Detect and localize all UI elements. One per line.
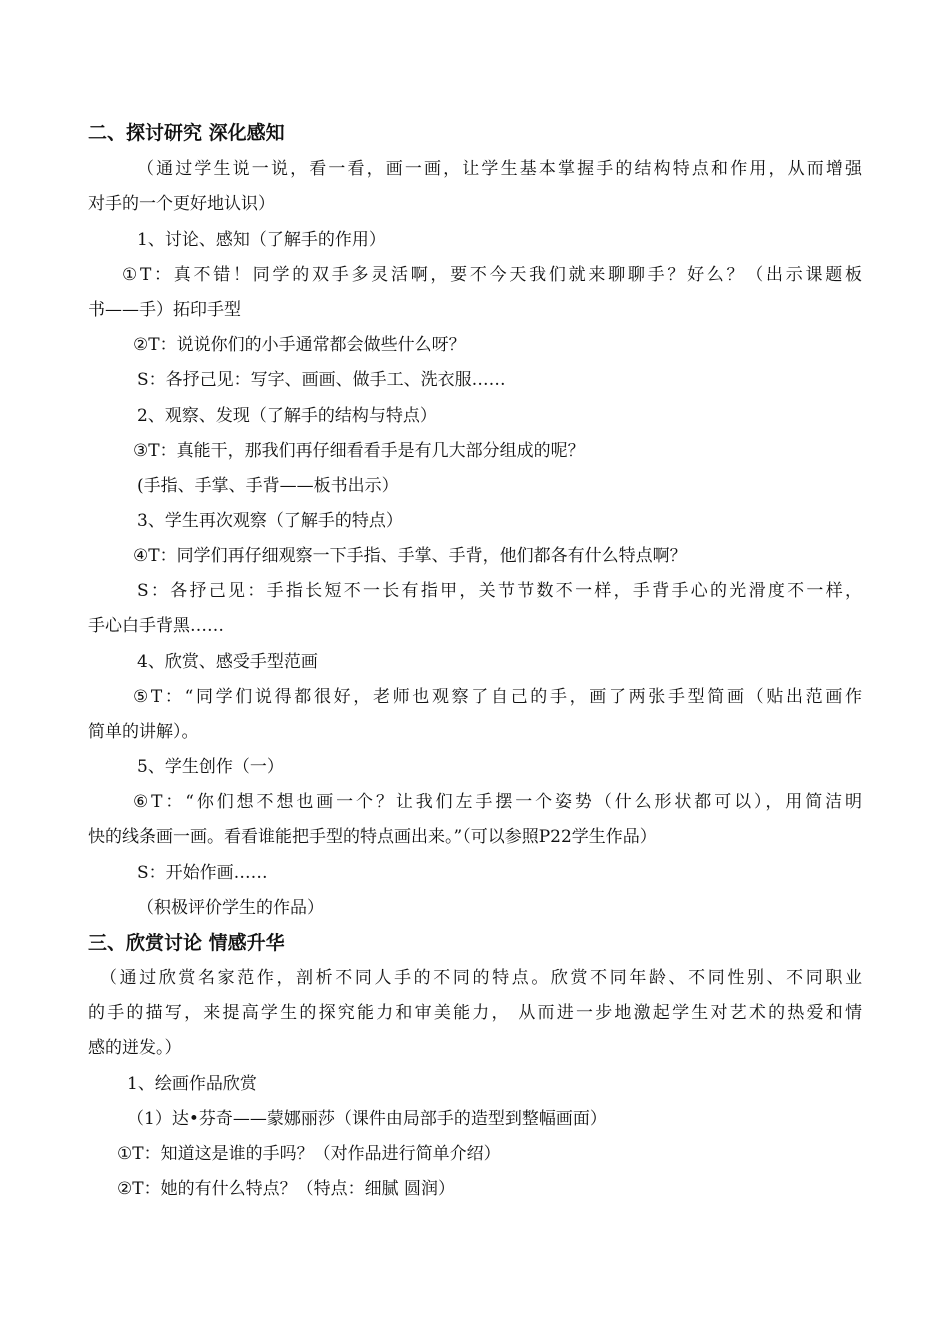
step4-title: 4、欣赏、感受手型范画 <box>137 652 318 672</box>
artwork-item1: （1）达•芬奇——蒙娜丽莎（课件由局部手的造型到整幅画面） <box>127 1109 607 1129</box>
section3-question2: ②T：她的有什么特点？（特点：细腻 圆润） <box>117 1179 455 1199</box>
answer4-line2: 手心白手背黑…… <box>88 616 224 636</box>
question5-line2: 简单的讲解）。 <box>88 722 199 742</box>
question1-line1: ①T：真不错！同学的双手多灵活啊，要不今天我们就来聊聊手？好么？（出示课题板 <box>122 265 862 285</box>
section2-intro-line1: （通过学生说一说，看一看，画一画，让学生基本掌握手的结构特点和作用，从而增强 <box>137 159 862 179</box>
section3-intro-line2: 的手的描写，来提高学生的探究能力和审美能力， 从而进一步地激起学生对艺术的热爱和情 <box>88 1003 862 1023</box>
note6: （积极评价学生的作品） <box>137 898 324 918</box>
section3-intro-line3: 感的迸发。） <box>88 1038 182 1058</box>
question3: ③T：真能干，那我们再仔细看看手是有几大部分组成的呢？ <box>133 441 585 461</box>
answer4-line1: S：各抒己见：手指长短不一长有指甲，关节节数不一样，手背手心的光滑度不一样， <box>137 581 862 601</box>
answer2: S：各抒己见：写字、画画、做手工、洗衣服…… <box>137 370 506 390</box>
step5-title: 5、学生创作（一） <box>137 757 284 777</box>
section2-heading: 二、探讨研究 深化感知 <box>88 122 285 144</box>
question6-line2: 快的线条画一画。看看谁能把手型的特点画出来。”（可以参照P22学生作品） <box>88 827 657 847</box>
section3-step1-title: 1、绘画作品欣赏 <box>127 1074 257 1094</box>
step3-title: 3、学生再次观察（了解手的特点） <box>137 511 403 531</box>
question6-line1: ⑥T：“你们想不想也画一个？让我们左手摆一个姿势（什么形状都可以），用简洁明 <box>133 792 862 812</box>
question2: ②T：说说你们的小手通常都会做些什么呀？ <box>133 335 466 355</box>
question5-line1: ⑤T：“同学们说得都很好，老师也观察了自己的手，画了两张手型简画（贴出范画作 <box>133 687 862 707</box>
section2-intro-line2: 对手的一个更好地认识） <box>88 194 275 214</box>
note3: (手指、手掌、手背——板书出示） <box>137 476 399 496</box>
section3-question1: ①T：知道这是谁的手吗？（对作品进行简单介绍） <box>117 1144 501 1164</box>
step1-title: 1、讨论、感知（了解手的作用） <box>137 230 386 250</box>
question1-line2: 书——手）拓印手型 <box>88 300 241 320</box>
section3-heading: 三、欣赏讨论 情感升华 <box>88 932 285 954</box>
answer6: S：开始作画…… <box>137 863 268 883</box>
question4: ④T：同学们再仔细观察一下手指、手掌、手背，他们都各有什么特点啊？ <box>133 546 687 566</box>
section3-intro-line1: （通过欣赏名家范作，剖析不同人手的不同的特点。欣赏不同年龄、不同性别、不同职业 <box>100 968 862 988</box>
step2-title: 2、观察、发现（了解手的结构与特点） <box>137 406 437 426</box>
